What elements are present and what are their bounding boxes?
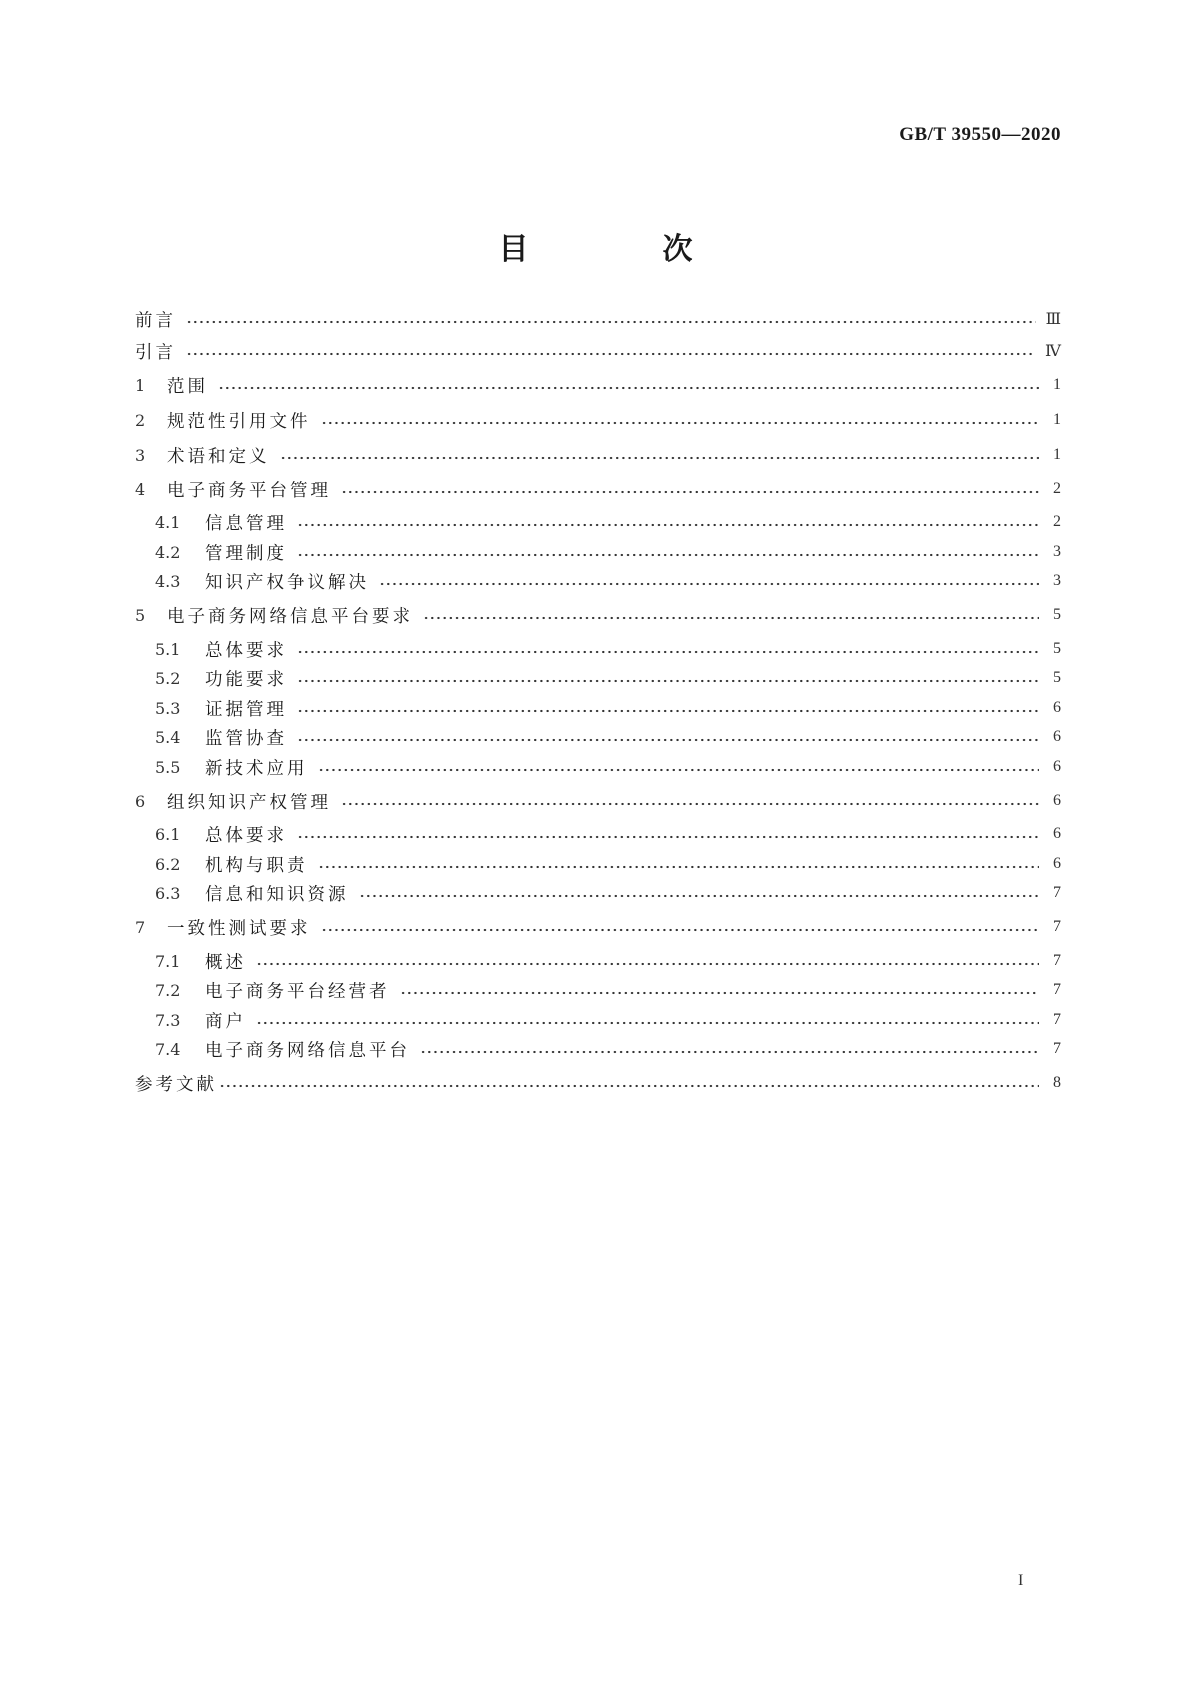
toc-entry-4-2[interactable] bbox=[155, 537, 1061, 567]
dot-leader bbox=[400, 991, 1040, 995]
toc-page: 1 bbox=[1053, 376, 1061, 393]
toc-page: 6 bbox=[1053, 758, 1061, 775]
toc-page: 6 bbox=[1053, 825, 1061, 842]
toc-page: 7 bbox=[1053, 1040, 1061, 1057]
toc-label: 功能要求 bbox=[205, 669, 287, 690]
toc-entry-4[interactable] bbox=[135, 474, 1061, 504]
toc-number: 6 bbox=[135, 791, 146, 811]
toc-label: 商户 bbox=[205, 1011, 246, 1032]
toc-page: 2 bbox=[1053, 480, 1061, 497]
toc-label: 规范性引用文件 bbox=[167, 411, 311, 432]
dot-leader bbox=[321, 421, 1040, 425]
toc-entry-2[interactable] bbox=[135, 405, 1061, 435]
dot-leader bbox=[321, 928, 1040, 932]
toc-entry-5-3[interactable] bbox=[155, 693, 1061, 723]
toc-entry-5-5[interactable] bbox=[155, 752, 1061, 782]
toc-label: 信息和知识资源 bbox=[205, 884, 349, 905]
toc-page: 7 bbox=[1053, 981, 1061, 998]
toc-number: 5 bbox=[135, 605, 146, 625]
toc-label: 证据管理 bbox=[205, 699, 287, 720]
dot-leader bbox=[186, 352, 1035, 356]
toc-page: 5 bbox=[1053, 669, 1061, 686]
dot-leader bbox=[297, 679, 1039, 683]
toc-entry-5-2[interactable] bbox=[155, 663, 1061, 693]
toc-label: 引言 bbox=[135, 342, 176, 363]
dot-leader bbox=[318, 768, 1040, 772]
toc-label: 组织知识产权管理 bbox=[167, 792, 331, 813]
toc-page: Ⅲ bbox=[1045, 311, 1061, 328]
toc-page: 3 bbox=[1053, 572, 1061, 589]
toc-label: 术语和定义 bbox=[167, 446, 270, 467]
toc-entry-5-4[interactable] bbox=[155, 722, 1061, 752]
toc-number: 5.3 bbox=[155, 698, 181, 718]
dot-leader bbox=[218, 386, 1039, 390]
toc-number: 4.3 bbox=[155, 571, 181, 591]
toc-label: 信息管理 bbox=[205, 513, 287, 534]
page-number: I bbox=[1018, 1572, 1024, 1589]
toc-entry-1[interactable] bbox=[135, 370, 1061, 400]
toc-entry-4-3[interactable] bbox=[155, 566, 1061, 596]
dot-leader bbox=[423, 616, 1039, 620]
dot-leader bbox=[297, 650, 1039, 654]
toc-page: Ⅳ bbox=[1045, 343, 1061, 360]
toc-label: 范围 bbox=[167, 376, 208, 397]
toc-label: 知识产权争议解决 bbox=[205, 572, 369, 593]
toc-entry-6-3[interactable] bbox=[155, 878, 1061, 908]
toc-entry-7-2[interactable] bbox=[155, 975, 1061, 1005]
toc-number: 7 bbox=[135, 917, 146, 937]
toc-number: 5.1 bbox=[155, 639, 181, 659]
toc-page: 1 bbox=[1053, 411, 1061, 428]
toc-number: 2 bbox=[135, 410, 146, 430]
toc-label: 管理制度 bbox=[205, 543, 287, 564]
page-title: 目 次 bbox=[498, 232, 745, 267]
toc-page: 6 bbox=[1053, 728, 1061, 745]
toc-page: 7 bbox=[1053, 918, 1061, 935]
dot-leader bbox=[420, 1050, 1039, 1054]
toc-label: 新技术应用 bbox=[205, 758, 308, 779]
toc-label: 电子商务平台管理 bbox=[167, 480, 331, 501]
toc-entry-4-1[interactable] bbox=[155, 507, 1061, 537]
dot-leader bbox=[297, 553, 1039, 557]
dot-leader bbox=[359, 894, 1040, 898]
dot-leader bbox=[297, 523, 1039, 527]
toc-page: 5 bbox=[1053, 640, 1061, 657]
toc-number: 5.2 bbox=[155, 668, 181, 688]
toc-number: 5.4 bbox=[155, 727, 181, 747]
toc-label: 机构与职责 bbox=[205, 855, 308, 876]
toc-number: 3 bbox=[135, 445, 146, 465]
toc-label: 监管协查 bbox=[205, 728, 287, 749]
toc-entry-bibliography[interactable] bbox=[135, 1068, 1061, 1098]
toc-label: 电子商务网络信息平台 bbox=[205, 1040, 410, 1061]
toc-page: 6 bbox=[1053, 699, 1061, 716]
toc-entry-5-1[interactable] bbox=[155, 634, 1061, 664]
toc-page: 6 bbox=[1053, 792, 1061, 809]
toc-number: 6.1 bbox=[155, 824, 181, 844]
toc-page: 5 bbox=[1053, 606, 1061, 623]
dot-leader bbox=[341, 802, 1039, 806]
toc-number: 7.1 bbox=[155, 951, 181, 971]
toc-number: 6.3 bbox=[155, 883, 181, 903]
toc-entry-6[interactable] bbox=[135, 786, 1061, 816]
toc-entry-introduction[interactable] bbox=[135, 336, 1061, 366]
dot-leader bbox=[297, 835, 1039, 839]
dot-leader bbox=[256, 962, 1039, 966]
toc-number: 7.4 bbox=[155, 1039, 181, 1059]
toc-page: 7 bbox=[1053, 884, 1061, 901]
toc-page: 2 bbox=[1053, 513, 1061, 530]
toc-entry-7-3[interactable] bbox=[155, 1005, 1061, 1035]
toc-page: 7 bbox=[1053, 1011, 1061, 1028]
toc-page: 8 bbox=[1053, 1074, 1061, 1091]
dot-leader bbox=[219, 1084, 1039, 1088]
dot-leader bbox=[280, 456, 1040, 460]
toc-page: 6 bbox=[1053, 855, 1061, 872]
toc-entry-7-4[interactable] bbox=[155, 1034, 1061, 1064]
dot-leader bbox=[341, 490, 1039, 494]
toc-number: 7.3 bbox=[155, 1010, 181, 1030]
toc-number: 6.2 bbox=[155, 854, 181, 874]
toc-page: 1 bbox=[1053, 446, 1061, 463]
toc-number: 7.2 bbox=[155, 980, 181, 1000]
toc-entry-3[interactable] bbox=[135, 440, 1061, 470]
toc-label: 电子商务平台经营者 bbox=[205, 981, 390, 1002]
dot-leader bbox=[186, 320, 1036, 324]
toc-label: 总体要求 bbox=[205, 825, 287, 846]
toc-entry-6-1[interactable] bbox=[155, 819, 1061, 849]
dot-leader bbox=[297, 709, 1039, 713]
toc-label: 参考文献 bbox=[135, 1074, 217, 1095]
dot-leader bbox=[379, 582, 1039, 586]
toc-number: 4 bbox=[135, 479, 146, 499]
toc-page: 3 bbox=[1053, 543, 1061, 560]
toc-entry-7-1[interactable] bbox=[155, 946, 1061, 976]
toc-label: 一致性测试要求 bbox=[167, 918, 311, 939]
toc-label: 总体要求 bbox=[205, 640, 287, 661]
toc-label: 概述 bbox=[205, 952, 246, 973]
toc-entry-5[interactable] bbox=[135, 600, 1061, 630]
toc-number: 1 bbox=[135, 375, 146, 395]
toc-number: 4.2 bbox=[155, 542, 181, 562]
dot-leader bbox=[256, 1021, 1039, 1025]
dot-leader bbox=[297, 738, 1039, 742]
toc-number: 4.1 bbox=[155, 512, 181, 532]
toc-entry-7[interactable] bbox=[135, 912, 1061, 942]
toc-page: 7 bbox=[1053, 952, 1061, 969]
toc-label: 电子商务网络信息平台要求 bbox=[167, 606, 413, 627]
standard-code: GB/T 39550—2020 bbox=[899, 124, 1061, 145]
toc-label: 前言 bbox=[135, 310, 176, 331]
toc-entry-foreword[interactable] bbox=[135, 304, 1061, 334]
toc-entry-6-2[interactable] bbox=[155, 849, 1061, 879]
toc-number: 5.5 bbox=[155, 757, 181, 777]
dot-leader bbox=[318, 865, 1040, 869]
